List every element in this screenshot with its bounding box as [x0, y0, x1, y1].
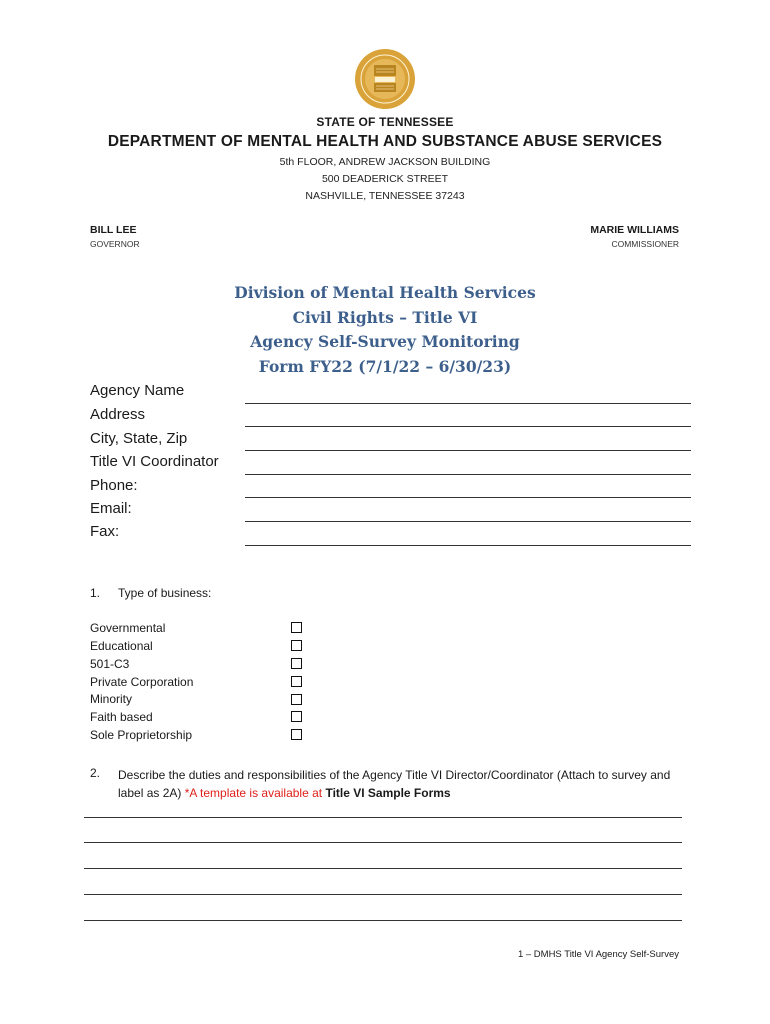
checkbox-sole-proprietorship[interactable]: [291, 729, 302, 740]
template-note: *A template is available at: [184, 786, 326, 800]
answer-line-5[interactable]: [84, 920, 682, 921]
fax-label: Fax:: [90, 523, 120, 540]
question-2-number: 2.: [90, 766, 101, 780]
governor-name: BILL LEE: [90, 224, 137, 236]
option-minority-label: Minority: [90, 692, 133, 706]
checkbox-minority[interactable]: [291, 694, 302, 705]
checkbox-educational[interactable]: [291, 640, 302, 651]
option-501c3-label: 501-C3: [90, 657, 130, 671]
question-2-text: [118, 766, 678, 802]
commissioner-title: COMMISSIONER: [611, 239, 679, 249]
city-state-zip-label: City, State, Zip: [90, 430, 188, 447]
question-2-description: Describe the duties and responsibilities of the Agency Title VI Director/Coordinator (Attach to survey and label as 2A): [118, 768, 671, 800]
form-title-line-1: Division of Mental Health Services: [234, 283, 536, 302]
agency-name-label: Agency Name: [90, 382, 185, 399]
email-field[interactable]: [245, 521, 691, 522]
form-title-line-2: Civil Rights – Title VI: [292, 308, 478, 327]
question-1-text: Type of business:: [118, 586, 212, 600]
email-label: Email:: [90, 500, 132, 517]
option-private-corporation-label: Private Corporation: [90, 675, 194, 689]
governor-title: GOVERNOR: [90, 239, 140, 249]
option-faith-based-label: Faith based: [90, 710, 153, 724]
title-vi-coordinator-label: Title VI Coordinator: [90, 453, 219, 470]
answer-line-3[interactable]: [84, 868, 682, 869]
address-label: Address: [90, 406, 146, 423]
commissioner-name: MARIE WILLIAMS: [590, 224, 679, 236]
address-line-1: 5th FLOOR, ANDREW JACKSON BUILDING: [279, 156, 491, 168]
title-vi-sample-forms-link[interactable]: Title VI Sample Forms: [325, 786, 451, 800]
answer-line-4[interactable]: [84, 894, 682, 895]
address-line-3: NASHVILLE, TENNESSEE 37243: [305, 190, 465, 202]
page-footer: 1 – DMHS Title VI Agency Self-Survey: [517, 949, 679, 960]
checkbox-501c3[interactable]: [291, 658, 302, 669]
answer-line-1[interactable]: [84, 817, 682, 818]
address-field[interactable]: [245, 426, 691, 427]
option-educational-label: Educational: [90, 639, 153, 653]
checkbox-faith-based[interactable]: [291, 711, 302, 722]
checkbox-private-corporation[interactable]: [291, 676, 302, 687]
fax-field[interactable]: [245, 545, 691, 546]
address-line-2: 500 DEADERICK STREET: [321, 173, 449, 185]
checkbox-governmental[interactable]: [291, 622, 302, 633]
department-heading: DEPARTMENT OF MENTAL HEALTH AND SUBSTANCE ABUSE SERVICES: [107, 133, 663, 150]
question-1-number: 1.: [90, 586, 101, 600]
title-vi-coordinator-field[interactable]: [245, 474, 691, 475]
form-title-line-4: Form FY22 (7/1/22 – 6/30/23): [258, 357, 512, 376]
phone-field[interactable]: [245, 497, 691, 498]
tennessee-state-seal: [354, 48, 416, 110]
option-governmental-label: Governmental: [90, 621, 166, 635]
agency-name-field[interactable]: [245, 403, 691, 404]
answer-line-2[interactable]: [84, 842, 682, 843]
option-sole-proprietorship-label: Sole Proprietorship: [90, 728, 193, 742]
phone-label: Phone:: [90, 477, 138, 494]
form-title-line-3: Agency Self-Survey Monitoring: [250, 332, 520, 351]
state-heading: STATE OF TENNESSEE: [316, 115, 454, 129]
city-state-zip-field[interactable]: [245, 450, 691, 451]
